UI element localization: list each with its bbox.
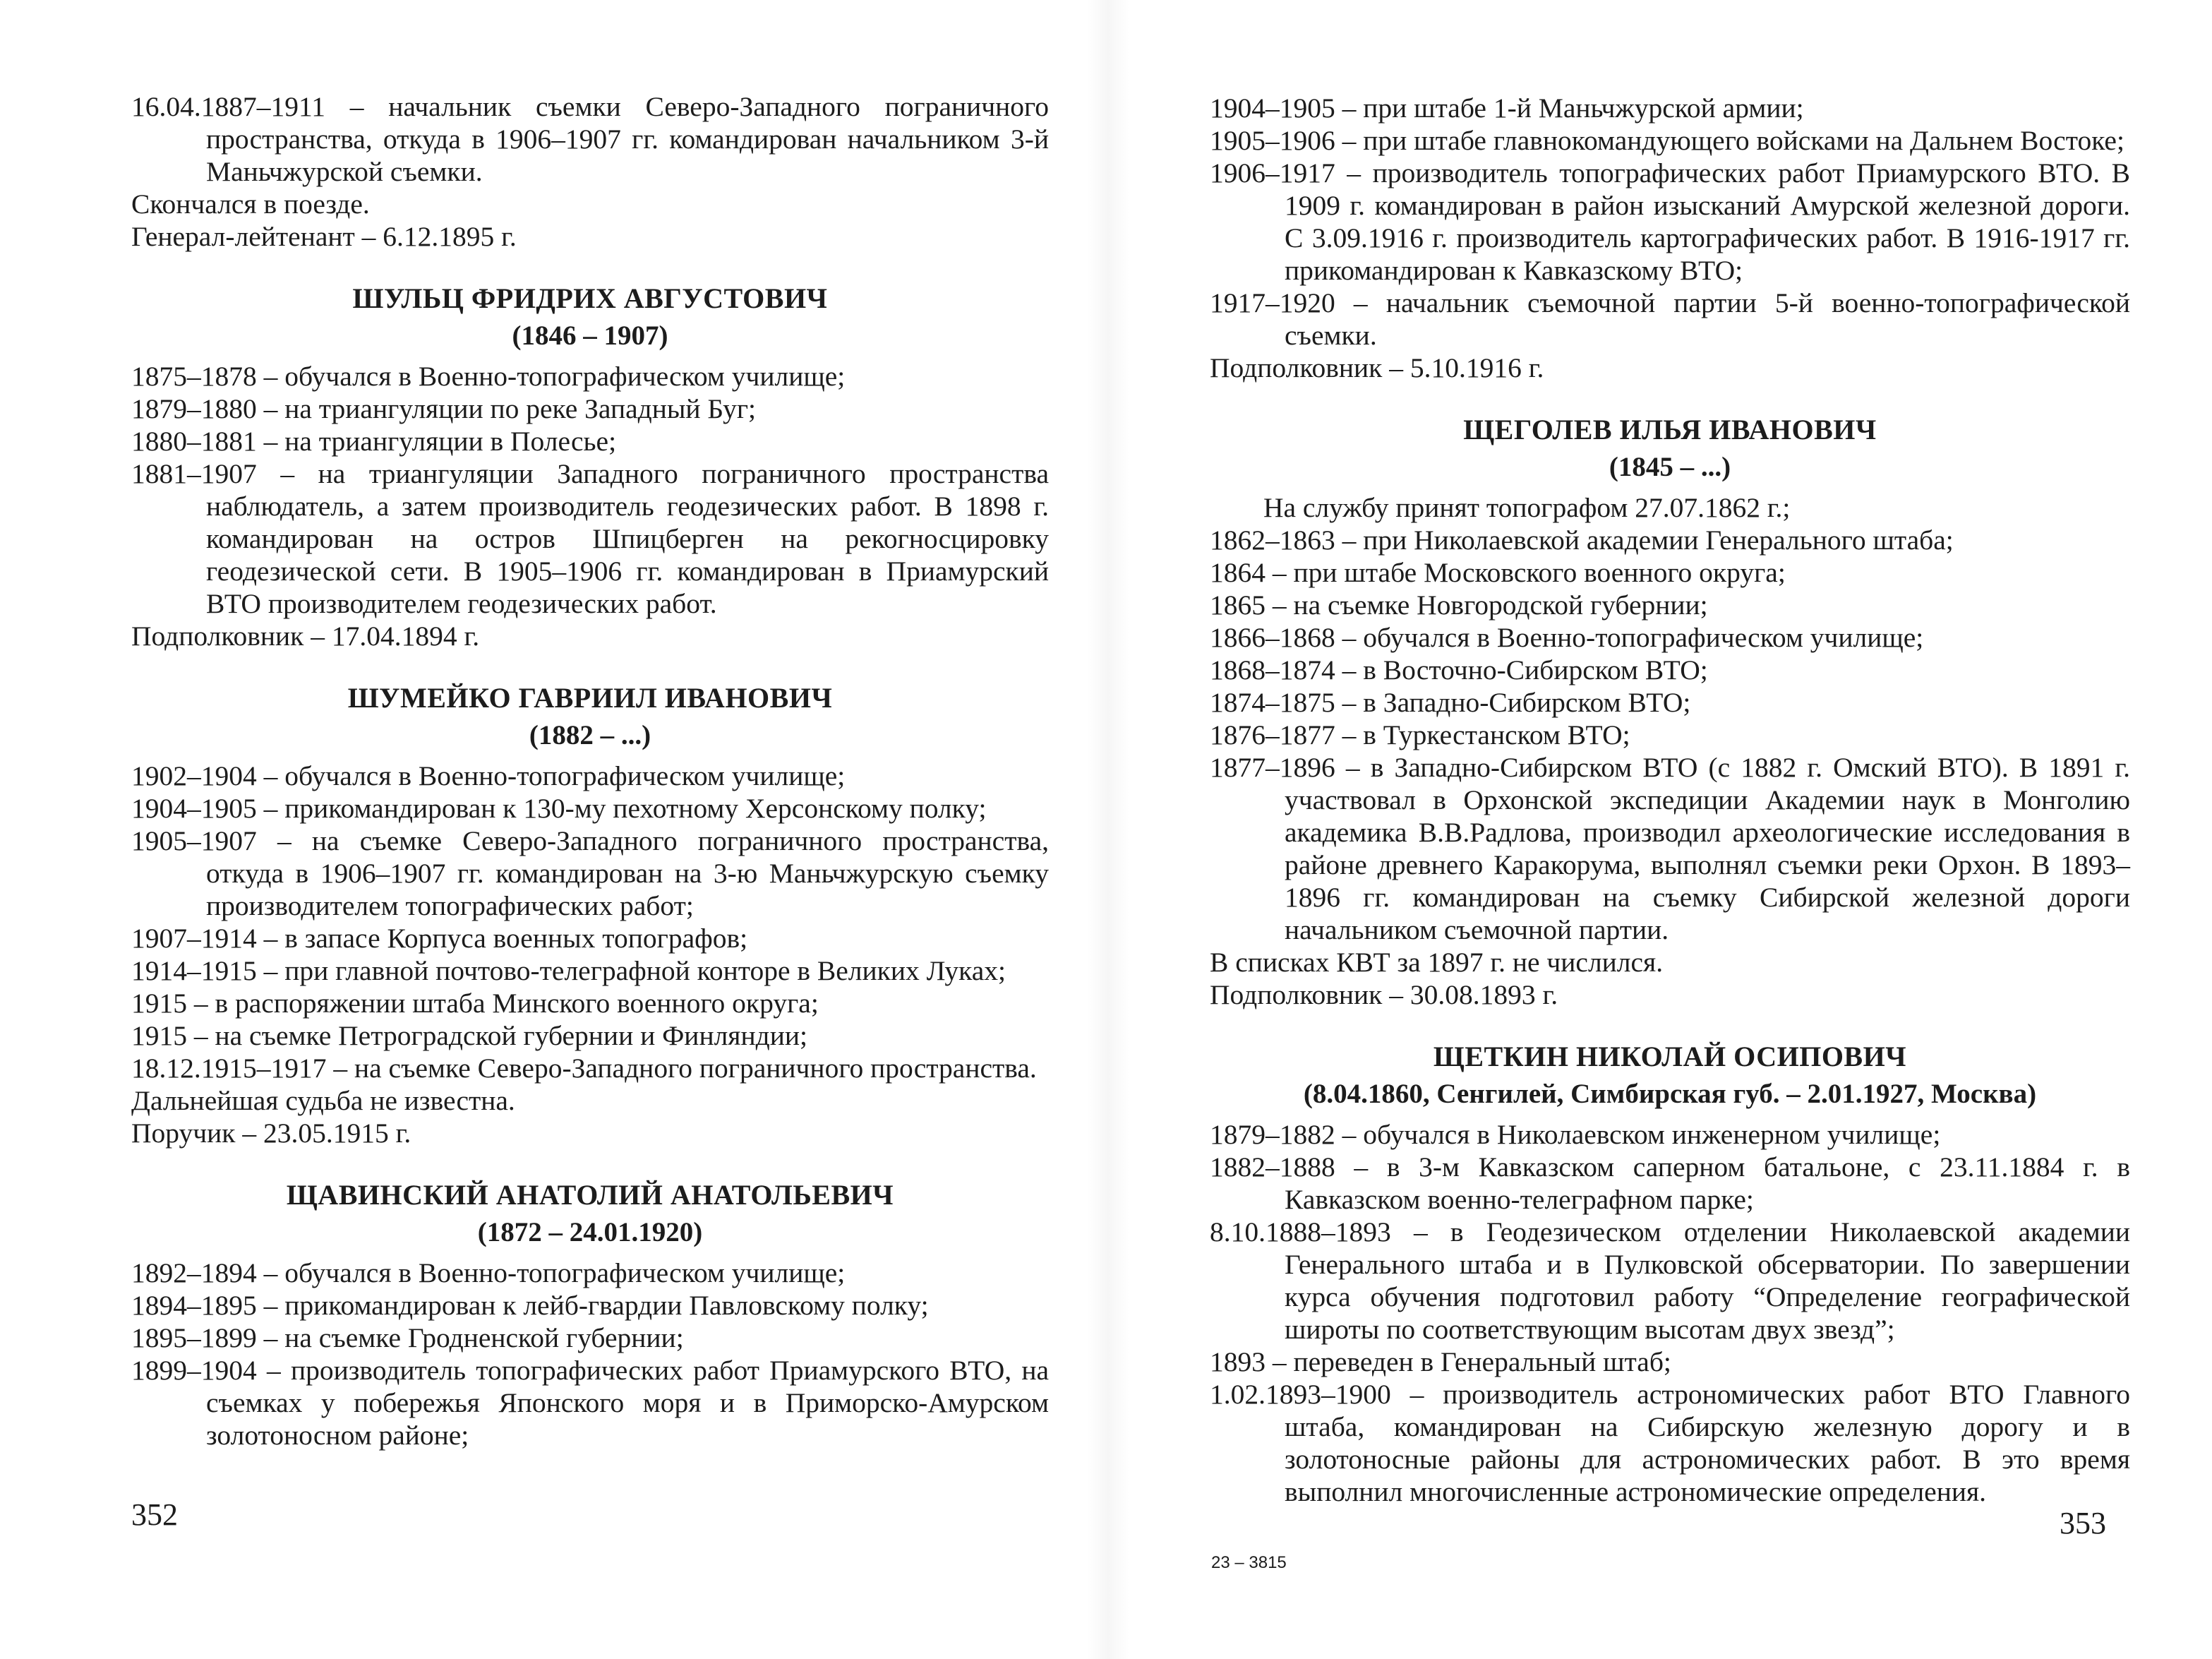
entry-line: 1868–1874 – в Восточно-Сибирском ВТО; — [1210, 654, 1708, 685]
entry-line: 16.04.1887–1911 – начальник съемки Северо-Западного пограничного пространства, откуда в 1906–1907 гг. командирован начальником 3-й Маньчжурской съемки. — [131, 91, 1049, 187]
entry-line: 1862–1863 – при Николаевской академии Генерального штаба; — [1210, 525, 1954, 556]
entry-line: 1864 – при штабе Московского военного округа; — [1210, 557, 1786, 588]
entry-line: 1892–1894 – обучался в Военно-топографическом училище; — [131, 1257, 846, 1288]
entry-line: 1880–1881 – на триангуляции в Полесье; — [131, 426, 617, 457]
rank-line: Подполковник – 30.08.1893 г. — [1210, 979, 1558, 1010]
note-line: Скончался в поезде. — [131, 188, 370, 220]
entry-line: 1895–1899 – на съемке Гродненской губернии; — [131, 1322, 684, 1353]
bio-name-shchavinsky: ЩАВИНСКИЙ АНАТОЛИЙ АНАТОЛЬЕВИЧ — [286, 1179, 894, 1211]
bio-dates-shchegolev: (1845 – ...) — [1609, 452, 1731, 482]
entry-line: 1907–1914 – в запасе Корпуса военных топографов; — [131, 923, 748, 954]
bio-dates-shults: (1846 – 1907) — [512, 321, 668, 351]
entry-line: 1904–1905 – при штабе 1-й Маньчжурской армии; — [1210, 92, 1804, 124]
rank-line: Поручик – 23.05.1915 г. — [131, 1118, 411, 1149]
right-page — [1105, 0, 2212, 1659]
note-line: Дальнейшая судьба не известна. — [131, 1085, 515, 1116]
entry-line: 1915 – в распоряжении штаба Минского военного округа; — [131, 988, 819, 1019]
bio-dates-shchetkin: (8.04.1860, Сенгилей, Симбирская губ. – 2.01.1927, Москва) — [1303, 1079, 2037, 1109]
rank-line: Подполковник – 5.10.1916 г. — [1210, 352, 1544, 383]
bio-name-shumeyko: ШУМЕЙКО ГАВРИИЛ ИВАНОВИЧ — [347, 682, 833, 714]
entry-line: 1902–1904 – обучался в Военно-топографическом училище; — [131, 760, 846, 791]
bio-dates-shchavinsky: (1872 – 24.01.1920) — [477, 1217, 703, 1247]
bio-dates-shumeyko: (1882 – ...) — [529, 720, 651, 750]
bio-name-shults: ШУЛЬЦ ФРИДРИХ АВГУСТОВИЧ — [352, 282, 828, 314]
printer-signature: 23 – 3815 — [1211, 1553, 1287, 1572]
bio-name-shchetkin: ЩЕТКИН НИКОЛАЙ ОСИПОВИЧ — [1433, 1041, 1907, 1072]
note-line: В списках КВТ за 1897 г. не числился. — [1210, 947, 1664, 978]
entry-line: 1877–1896 – в Западно-Сибирском ВТО (с 1882 г. Омский ВТО). В 1891 г. участвовал в Орхонской экспедиции Академии наук в Монголию академика В.В.Радлова, производил археологические исследования в районе древнего Каракорума, выполнял съемки реки Орхон. В 1893–1896 гг. командирован на съемку Сибирской железной дороги начальником съемочной партии. — [1210, 752, 2130, 945]
entry-line: 1.02.1893–1900 – производитель астрономических работ ВТО Главного штаба, командирован на Сибирскую железную дорогу и в золотоносные районы для астрономических работ. В это время выполнил многочисленные астрономические определения. — [1210, 1379, 2130, 1507]
bio-name-shchegolev: ЩЕГОЛЕВ ИЛЬЯ ИВАНОВИЧ — [1463, 414, 1877, 445]
entry-line: 1874–1875 – в Западно-Сибирском ВТО; — [1210, 687, 1691, 718]
entry-line: 1875–1878 – обучался в Военно-топографическом училище; — [131, 361, 846, 392]
lead-line: На службу принят топографом 27.07.1862 г.; — [1263, 492, 1791, 523]
entry-line: 1917–1920 – начальник съемочной партии 5-й военно-топографической съемки. — [1210, 287, 2130, 351]
left-page — [0, 0, 1105, 1659]
entry-line: 1881–1907 – на триангуляции Западного пограничного пространства наблюдатель, а затем производитель геодезических работ. В 1898 г. командирован на остров Шпицберген на рекогносцировку геодезической сети. В 1905–1906 гг. командирован в Приамурский ВТО производителем геодезических работ. — [131, 458, 1049, 619]
entry-line: 1866–1868 – обучался в Военно-топографическом училище; — [1210, 622, 1924, 653]
left-text-column — [131, 90, 1049, 1451]
entry-line: 8.10.1888–1893 – в Геодезическом отделении Николаевской академии Генерального штаба и в Пулковской обсерватории. По завершении курса обучения подготовил работу “Определение географической широты по соответствующим высотам двух звезд”; — [1210, 1216, 2130, 1345]
entry-line: 1906–1917 – производитель топографических работ Приамурского ВТО. В 1909 г. командирован в район изысканий Амурской железной дороги. С 3.09.1916 г. производитель картографических работ. В 1916-1917 гг. прикомандирован к Кавказскому ВТО; — [1210, 157, 2130, 286]
entry-line: 1905–1907 – на съемке Северо-Западного пограничного пространства, откуда в 1906–1907 гг. командирован на 3-ю Маньчжурскую съемку производителем топографических работ; — [131, 825, 1049, 921]
rank-line: Генерал-лейтенант – 6.12.1895 г. — [131, 221, 517, 252]
entry-line: 1893 – переведен в Генеральный штаб; — [1210, 1346, 1671, 1377]
entry-line: 1865 – на съемке Новгородской губернии; — [1210, 589, 1708, 621]
right-text-column — [1210, 92, 2130, 1508]
entry-line: 1876–1877 – в Туркестанском ВТО; — [1210, 719, 1630, 750]
rank-line: Подполковник – 17.04.1894 г. — [131, 621, 480, 652]
entry-line: 1899–1904 – производитель топографических работ Приамурского ВТО, на съемках у побережья Японского моря и в Приморско-Амурском золотоносном районе; — [131, 1355, 1049, 1451]
entry-line: 1914–1915 – при главной почтово-телеграфной конторе в Великих Луках; — [131, 955, 1006, 986]
entry-line: 1879–1880 – на триангуляции по реке Западный Буг; — [131, 393, 757, 424]
entry-line: 1879–1882 – обучался в Николаевском инженерном училище; — [1210, 1119, 1941, 1150]
page-number-right: 353 — [2060, 1506, 2106, 1540]
entry-line: 1915 – на съемке Петроградской губернии и Финляндии; — [131, 1020, 807, 1051]
entry-line: 1905–1906 – при штабе главнокомандующего войсками на Дальнем Востоке; — [1210, 125, 2124, 156]
entry-line: 1894–1895 – прикомандирован к лейб-гвардии Павловскому полку; — [131, 1290, 929, 1321]
entry-line: 1904–1905 – прикомандирован к 130-му пехотному Херсонскому полку; — [131, 793, 987, 824]
page-number-left: 352 — [131, 1497, 178, 1532]
entry-line: 18.12.1915–1917 – на съемке Северо-Западного пограничного пространства. — [131, 1053, 1037, 1084]
entry-line: 1882–1888 – в 3-м Кавказском саперном батальоне, с 23.11.1884 г. в Кавказском военно-телеграфном парке; — [1210, 1151, 2130, 1215]
